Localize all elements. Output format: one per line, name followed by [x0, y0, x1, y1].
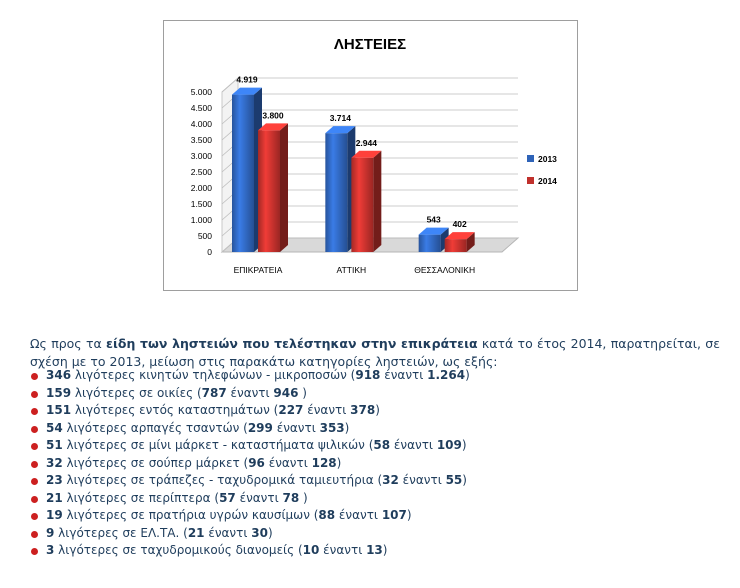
item-text: λιγότερες σε πρατήρια υγρών καυσίμων ( [62, 508, 319, 522]
item-end: ) [406, 508, 412, 522]
item-count: 9 [46, 525, 55, 540]
bullet-icon [31, 531, 38, 538]
bar-ΑΤΤΙΚΗ-2013 [325, 133, 347, 252]
legend-swatch [527, 177, 534, 184]
item-count: 159 [46, 385, 72, 400]
legend-label: 2014 [538, 176, 557, 186]
bullet-icon [31, 478, 38, 485]
item-versus: έναντι [303, 403, 351, 417]
bullet-icon [31, 513, 38, 520]
chart-canvas [164, 21, 577, 290]
item-count: 346 [46, 368, 72, 382]
item-versus: έναντι [390, 438, 437, 452]
item-end: ) [336, 455, 342, 470]
item-value-2014: 96 [248, 455, 265, 470]
list-item [30, 507, 470, 525]
bullet-icon [31, 496, 38, 503]
y-tick-label: 2.500 [190, 167, 212, 177]
chart-title: ΛΗΣΤΕΙΕΣ [333, 36, 407, 53]
item-count: 32 [46, 455, 63, 470]
item-text: λιγότερες σε ΕΛ.ΤΑ. ( [54, 525, 188, 540]
item-count: 151 [46, 403, 72, 417]
y-tick-label: 500 [197, 231, 212, 241]
item-versus: έναντι [226, 385, 274, 400]
item-end: ) [375, 403, 380, 417]
item-versus: έναντι [319, 543, 367, 557]
item-end: ) [298, 385, 307, 400]
intro-highlight: είδη των ληστειών που τελέστηκαν στην επικράτεια [106, 335, 478, 351]
decrease-list [30, 367, 470, 560]
list-item [30, 385, 470, 403]
x-tick-label: ΘΕΣΣΑΛΟΝΙΚΗ [414, 265, 476, 275]
item-value-2013: 946 [273, 385, 299, 400]
item-value-2014: 10 [302, 543, 320, 557]
item-versus: έναντι [204, 525, 252, 540]
item-text: λιγότερες σε οικίες ( [71, 385, 202, 400]
item-value-2013: 13 [366, 543, 383, 557]
item-versus: έναντι [235, 490, 283, 505]
list-item [30, 437, 470, 455]
data-label: 3.714 [329, 113, 351, 124]
intro-after: κατά το έτος 2014, παρατηρείται, σε σχέση με το 2013, μείωση στις παρακάτω κατηγορίες ληστειών, ως εξής: [30, 335, 720, 369]
bar-ΘΕΣΣΑΛΟΝΙΚΗ-2014 [445, 239, 467, 252]
legend-label: 2013 [538, 154, 557, 164]
item-end: ) [382, 543, 388, 557]
x-tick-label: ΑΤΤΙΚΗ [336, 265, 367, 275]
bar-ΕΠΙΚΡΑΤΕΙΑ-2014 [258, 130, 280, 252]
item-value-2014: 918 [355, 368, 381, 382]
bullet-icon [31, 373, 38, 380]
intro-paragraph [30, 335, 720, 371]
item-value-2014: 57 [219, 490, 236, 505]
y-tick-label: 4.500 [190, 103, 212, 113]
item-count: 51 [46, 438, 63, 452]
item-text: λιγότερες κινητών τηλεφώνων - μικροποσών ( [71, 368, 356, 382]
item-text: λιγότερες σε μίνι μάρκετ - καταστήματα ψιλικών ( [62, 438, 374, 452]
data-label: 543 [426, 214, 441, 225]
item-value-2013: 107 [381, 508, 407, 522]
item-value-2013: 1.264 [427, 368, 466, 382]
item-value-2014: 299 [247, 420, 273, 435]
item-count: 54 [46, 420, 63, 435]
bar-side [373, 151, 381, 252]
data-label: 3.800 [262, 110, 284, 121]
item-versus: έναντι [335, 508, 382, 522]
y-tick-label: 5.000 [190, 87, 212, 97]
y-tick-label: 3.000 [190, 151, 212, 161]
item-value-2014: 227 [278, 403, 304, 417]
item-value-2014: 88 [318, 508, 336, 522]
item-text: λιγότερες σε περίπτερα ( [62, 490, 220, 505]
item-versus: έναντι [272, 420, 320, 435]
list-item [30, 490, 470, 508]
bar-ΕΠΙΚΡΑΤΕΙΑ-2013 [232, 95, 254, 252]
item-end: ) [461, 438, 467, 452]
item-count: 21 [46, 490, 63, 505]
item-end: ) [344, 420, 350, 435]
bullet-icon [31, 461, 38, 468]
gridline [222, 78, 518, 92]
item-value-2013: 128 [311, 455, 337, 470]
item-value-2013: 378 [350, 403, 376, 417]
item-value-2013: 109 [436, 438, 462, 452]
item-versus: έναντι [398, 473, 446, 487]
item-text: λιγότερες σε τράπεζες - ταχυδρομικά ταμιευτήρια ( [62, 473, 383, 487]
intro-before: Ως προς τα [30, 335, 107, 351]
gridline [222, 94, 518, 108]
bullet-icon [31, 426, 38, 433]
bullet-icon [31, 443, 38, 450]
data-label: 2.944 [355, 137, 377, 148]
item-versus: έναντι [264, 455, 312, 470]
item-text: λιγότερες αρπαγές τσαντών ( [62, 420, 248, 435]
y-tick-label: 3.500 [190, 135, 212, 145]
bullet-icon [31, 408, 38, 415]
list-item [30, 402, 470, 420]
bar-ΘΕΣΣΑΛΟΝΙΚΗ-2013 [419, 235, 441, 252]
item-text: λιγότερες εντός καταστημάτων ( [71, 403, 279, 417]
item-value-2013: 353 [319, 420, 345, 435]
item-value-2014: 21 [187, 525, 205, 540]
bar-side [280, 123, 288, 252]
item-end: ) [462, 473, 467, 487]
item-end: ) [267, 525, 273, 540]
item-value-2013: 30 [251, 525, 268, 540]
list-item [30, 420, 470, 438]
list-item [30, 542, 470, 560]
item-count: 3 [46, 543, 55, 557]
item-end: ) [299, 490, 308, 505]
list-item [30, 455, 470, 473]
robberies-chart [163, 20, 578, 291]
item-count: 19 [46, 508, 63, 522]
y-tick-label: 4.000 [190, 119, 212, 129]
y-tick-label: 0 [207, 247, 212, 257]
item-versus: έναντι [380, 368, 428, 382]
item-value-2014: 32 [382, 473, 399, 487]
item-value-2013: 55 [445, 473, 463, 487]
y-tick-label: 1.500 [190, 199, 212, 209]
item-text: λιγότερες σε σούπερ μάρκετ ( [62, 455, 249, 470]
item-text: λιγότερες σε ταχυδρομικούς διανομείς ( [54, 543, 303, 557]
data-label: 402 [452, 219, 467, 230]
list-item [30, 367, 470, 385]
x-tick-label: ΕΠΙΚΡΑΤΕΙΑ [233, 265, 283, 275]
item-end: ) [465, 368, 470, 382]
legend-swatch [527, 155, 534, 162]
list-item [30, 525, 470, 543]
bullet-icon [31, 391, 38, 398]
bar-ΑΤΤΙΚΗ-2014 [351, 158, 373, 252]
list-item [30, 472, 470, 490]
y-tick-label: 2.000 [190, 183, 212, 193]
data-label: 4.919 [236, 74, 258, 85]
item-value-2014: 58 [373, 438, 391, 452]
item-value-2013: 78 [282, 490, 300, 505]
bullet-icon [31, 548, 38, 555]
item-value-2014: 787 [201, 385, 227, 400]
item-count: 23 [46, 473, 63, 487]
y-tick-label: 1.000 [190, 215, 212, 225]
